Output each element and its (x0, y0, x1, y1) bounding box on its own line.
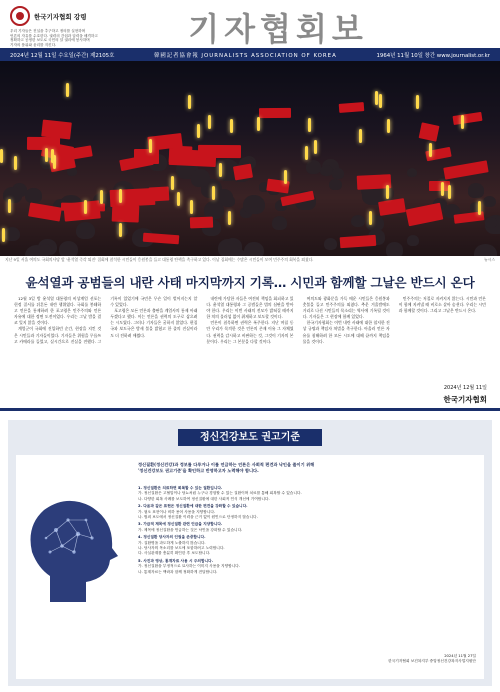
light-stick (51, 149, 54, 163)
light-stick (308, 118, 311, 132)
guideline-heading: 3. 가급적 제목에 정신질환 관련 언급을 지양합니다. (138, 522, 223, 527)
masthead-creed (10, 6, 128, 54)
recommendation-title: 정신건강보도 권고기준 (178, 429, 322, 446)
protest-sign (452, 111, 482, 124)
light-stick (461, 115, 464, 129)
light-stick (66, 83, 69, 97)
footer-org: 한국기자협회 보건복지부 중앙정신건강복지사업지원단 (388, 659, 476, 664)
light-stick (177, 192, 180, 206)
light-stick (212, 186, 215, 200)
crowd-figure (474, 244, 496, 256)
light-stick (416, 95, 419, 109)
light-stick (219, 163, 222, 177)
crowd-figure (407, 235, 419, 246)
light-stick (45, 148, 48, 162)
masthead-info-bar (0, 48, 500, 61)
crowd-figure (243, 195, 265, 215)
creed-line: 언론의 자유를 수호한다. 권력의 간섭과 압력을 배격하고 (10, 33, 98, 38)
light-stick (84, 200, 87, 214)
paper-title: 기자협회보 (188, 10, 368, 48)
issue-date: 2024년 12월 11일 수요일(주간) (10, 52, 89, 59)
site-url[interactable]: www.journalist.or.kr (436, 52, 490, 59)
protest-sign (190, 217, 214, 229)
guideline-heading: 1. 정신질환은 치료하면 회복할 수 있는 질환입니다. (138, 486, 223, 490)
light-stick (387, 119, 390, 133)
protest-sign (443, 160, 488, 180)
recommendation-intro (138, 462, 476, 473)
crowd-figure (324, 238, 337, 250)
protest-sign (429, 181, 450, 191)
creed-title: 한국기자협회 강령 (34, 12, 87, 21)
guideline-line: 가. 질환명을 과도하게 노출하지 않습니다. (138, 540, 206, 545)
crowd-figure (386, 242, 404, 256)
protest-sign (27, 137, 60, 151)
intro-line: 정신질환(정신건강)과 정보를 다루거나 이를 언급하는 언론은 사회적 편견과 낙인을 줄이기 위해 (138, 462, 315, 467)
editorial-signoff (417, 384, 487, 405)
light-stick (119, 189, 122, 203)
creed-line: 정확하고 공정한 보도로 국민의 알 권리에 봉사하며 (10, 38, 90, 43)
crowd-figure (39, 244, 52, 256)
crowd-figure (407, 168, 418, 177)
main-headline: 윤석열과 공범들의 내란 사태 마지막까지 기록… 시민과 함께할 그날은 반드시 온다 (25, 275, 475, 290)
light-stick (379, 94, 382, 108)
light-stick (359, 129, 362, 143)
photo-credit: 뉴시스 (483, 257, 495, 262)
article-paragraph: 민주주의는 저절로 지켜지지 않는다. 시민과 언론이 함께 지켜낼 때 비로소 살아 숨쉰다. 우리는 시민과 함께할 것이다. 그리고 그날은 반드시 온다. (398, 296, 486, 314)
light-stick (188, 95, 191, 109)
protest-sign (70, 145, 93, 160)
article-paragraph: 여의도와 광화문을 가득 메운 시민들은 응원봉과 촛불을 들고 민주주의를 외쳤다. 추운 겨울밤에도 거리로 나선 시민들의 목소리는 역사에 기록될 것이다. 기자들은 그 현장에 함께 있었다. (302, 296, 390, 320)
photo-caption (5, 257, 495, 263)
creed-text (10, 29, 128, 47)
article-paragraph: 12월 3일 밤 윤석열 대통령의 비상계엄 선포는 헌정 질서를 뒤흔든 내란 행위였다. 국회를 봉쇄하고 언론을 통제하려 한 포고령은 민주주의와 언론 자유에 대한 정면 도전이었다. 우리는 그날 밤을 결코 잊지 않을 것이다. (14, 296, 102, 326)
protest-sign (198, 145, 241, 158)
protest-sign (406, 203, 444, 227)
protest-sign (259, 108, 291, 118)
light-stick (8, 199, 11, 213)
light-stick (0, 149, 3, 163)
footer-date: 2024년 11월 27일 (444, 654, 476, 658)
light-stick (14, 156, 17, 170)
guideline-line: 가. 제목에 정신질환을 언급하는 것은 낙인을 강화할 수 있습니다. (138, 527, 243, 532)
section-divider (0, 408, 500, 411)
light-stick (314, 140, 317, 154)
protest-sign (378, 198, 406, 216)
protest-sign (418, 123, 439, 143)
light-stick (190, 200, 193, 214)
crowd-figure (59, 241, 78, 256)
masthead (0, 0, 500, 62)
light-stick (375, 91, 378, 105)
article-paragraph: 한국기자협회는 이번 내란 사태에 대한 철저한 진상 규명과 책임자 처벌을 촉구한다. 아울러 언론 자유를 침해하려 한 모든 시도에 대해 끝까지 책임을 물을 것이다. (302, 320, 390, 344)
light-stick (149, 139, 152, 153)
light-stick (100, 190, 103, 204)
light-stick (448, 185, 451, 199)
light-stick (2, 228, 5, 242)
crowd-figure (329, 179, 341, 190)
crowd-figure (76, 222, 96, 240)
guideline-line: 나. 다양한 회복 사례를 보도하여 정신질환에 대한 사회적 인식 개선에 기여합니다. (138, 496, 270, 501)
light-stick (257, 117, 260, 131)
issue-info (10, 51, 114, 59)
light-stick (171, 176, 174, 190)
issue-number: 제2105호 (90, 52, 115, 59)
protest-sign (134, 149, 159, 164)
crowd-figure (191, 169, 210, 186)
light-stick (386, 185, 389, 199)
intro-line: '정신건강보도 권고기준'을 확인하고 반영하고자 노력해야 합니다. (138, 467, 259, 473)
head-silhouette-illustration (16, 490, 128, 610)
creed-line: 우리 기자들은 진실을 추구하고 정의를 실현하며 (10, 29, 86, 33)
protest-sign (148, 187, 169, 202)
guideline-heading: 4. 정신질환 당사자의 인권을 존중합니다. (138, 535, 206, 540)
guideline-line: 나. 통계자료는 맥락과 함께 정확하게 전달합니다. (138, 569, 218, 574)
light-stick (429, 143, 432, 157)
guideline-line: 가. 정신질환은 고혈압이나 당뇨처럼 누구나 경험할 수 있는 질환이며 치료를 통해 회복할 수 있습니다. (138, 491, 302, 496)
guideline-heading: 5. 사진과 영상, 통계자료 사용 시 주의합니다. (138, 558, 214, 563)
article-paragraph: 계엄군이 국회에 진입하던 순간, 현장을 지킨 것은 시민들과 기자들이었다. 기자들은 위험을 무릅쓰고 카메라를 들었고, 실시간으로 진실을 전했다. 그 기록이 있었기에 국민은 무슨 일이 벌어지는지 알 수 있었다. (14, 296, 198, 344)
crowd-figure (351, 215, 365, 227)
protest-sign (64, 201, 101, 222)
crowd-figure (3, 187, 21, 203)
article-paragraph: 내란에 가담한 자들은 여전히 책임을 회피하고 있다. 윤석열 대통령과 그 공범들은 법의 심판을 받아야 한다. 우리는 이번 사태의 전모가 밝혀질 때까지 한 치의 물러섬 없이 취재하고 보도할 것이다. (206, 296, 294, 320)
recommendation-list (138, 484, 476, 575)
crowd-figure (4, 227, 20, 242)
creed-line: 기자의 품위와 윤리를 지킨다. (10, 42, 57, 47)
paper-subtitle: 韓國記者協會報 JOURNALISTS ASSOCIATION OF KOREA (153, 52, 337, 59)
article-paragraph: 언론이 침묵하면 권력은 폭주한다. 지난 며칠 동안 우리가 목격한 것은 언론의 존재 이유 그 자체였다. 권력을 감시하고 비판하는 것, 그것이 기자의 본분이다. 우리는 그 본분을 다할 것이다. (206, 320, 294, 344)
light-stick (478, 201, 481, 215)
crowd-figure (272, 216, 287, 230)
light-stick (441, 182, 444, 196)
protest-photo (0, 61, 500, 256)
editorial-body (14, 296, 486, 392)
crowd-figure (483, 196, 496, 208)
light-stick (228, 211, 231, 225)
guideline-line: 다. 사실관계를 충분히 확인한 후 보도합니다. (138, 551, 211, 556)
guideline-line: 가. 혐오 표현이나 비하 용어 사용을 지양합니다. (138, 509, 216, 514)
light-stick (197, 124, 200, 138)
guideline-heading: 2. 다음과 같은 표현은 정신질환에 대한 편견을 강화할 수 있습니다. (138, 504, 248, 509)
article-paragraph: 포고령은 모든 언론과 출판을 계엄사의 통제 아래 두겠다고 했다. 이는 언론을 권력의 도구로 삼으려는 시도였다. 그러나 기자들은 굴하지 않았다. 편집국과 보도국은 밤새 불을 밝혔고 한 줄의 진실이라도 더 전하려 애썼다. (110, 308, 198, 338)
crowd-figure (67, 167, 77, 176)
light-stick (305, 146, 308, 160)
light-stick (230, 119, 233, 133)
guideline-line: 나. 당사자의 목소리를 보도에 포함하려고 노력합니다. (138, 546, 225, 551)
caption-text: 지난 9일 서울 여의도 국회의사당 앞 '윤석열 즉각 퇴진' 집회에 참석한 시민들이 응원봉을 들고 대통령 탄핵을 촉구하고 있다. 이날 집회에는 수많은 시민들이 모여 민주주의 회복을 외쳤다. (5, 257, 314, 262)
crowd-figure (468, 183, 484, 198)
crowd-figure (244, 242, 263, 256)
light-stick (208, 115, 211, 129)
recommendation-footer (340, 654, 476, 664)
protest-sign (339, 102, 365, 113)
protest-sign (340, 234, 377, 248)
founded-date: 1964년 11월 10일 창간 (376, 52, 436, 59)
crowd-figure (218, 239, 238, 256)
crowd-figure (485, 217, 497, 228)
light-stick (284, 170, 287, 184)
crowd-figure (332, 168, 345, 180)
guideline-line: 나. 범죄 보도에서 정신질환 이력을 근거 없이 원인으로 단정하지 않습니다. (138, 515, 258, 520)
founded-info (376, 51, 490, 59)
guideline-line: 가. 정신질환을 부정적으로 묘사하는 이미지 사용을 지양합니다. (138, 564, 240, 569)
crowd-figure (25, 188, 42, 203)
signoff-date: 2024년 12월 11일 (443, 385, 487, 391)
light-stick (119, 223, 122, 237)
protest-sign (233, 164, 253, 181)
signoff-org: 한국기자협회 (443, 395, 487, 404)
crowd-figure (306, 160, 322, 174)
seal-icon (10, 6, 30, 26)
